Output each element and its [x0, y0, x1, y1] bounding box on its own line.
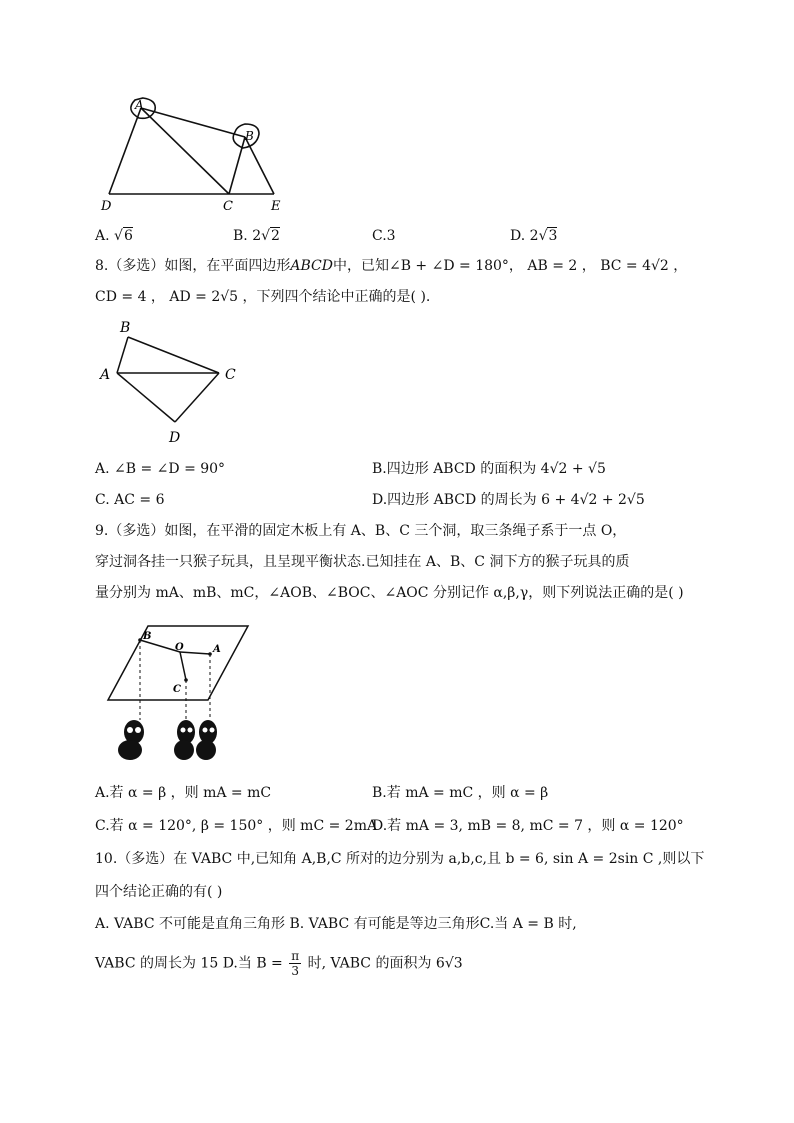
q8-label-b: B — [120, 320, 131, 336]
q7-label-b: B — [245, 129, 254, 143]
q10-stem-line1: 10.（多选）在 VABC 中,已知角 A,B,C 所对的边分别为 a,b,c,且 b = 6, sin A = 2sin C ,则以下 — [95, 851, 705, 867]
monkey-toy-icon — [196, 720, 217, 760]
q9-option-b: B.若 mA = mC ，则 α = β — [372, 785, 549, 801]
q9-stem-line2: 穿过洞各挂一只猴子玩具，且呈现平衡状态.已知挂在 A、B、C 洞下方的猴子玩具的质 — [95, 554, 630, 570]
q7-label-a: A — [135, 98, 144, 112]
q7-option-c: C.3 — [372, 228, 396, 244]
q8-option-b: B.四边形 ABCD 的面积为 4√2 + √5 — [372, 461, 606, 477]
q7-option-d: D. 2√3 — [510, 228, 558, 244]
q9-label-b: B — [143, 631, 152, 642]
q9-label-o: O — [175, 642, 184, 653]
q8-label-a: A — [100, 367, 111, 383]
q9-figure — [100, 620, 260, 770]
q9-label-c: C — [173, 684, 181, 695]
q8-stem-line1: 8.（多选）如图，在平面四边形ABCD中，已知∠B + ∠D = 180°， AB = 2 ， BC = 4√2 ， — [95, 258, 688, 274]
q10-stem-line2: 四个结论正确的有( ) — [95, 884, 223, 900]
q8-label-c: C — [225, 367, 236, 383]
fraction: $\frac{\pi}{3}$ — [291, 949, 300, 978]
q9-label-a: A — [213, 644, 221, 655]
q7-label-e: E — [271, 199, 281, 214]
q7-option-b: B. 2√2 — [233, 228, 280, 244]
q10-options-line2: VABC 的周长为 15 D.当 B = $\frac{\pi}{3}$ 时, VABC 的面积为 6√3 — [95, 949, 463, 978]
q9-stem-line3: 量分别为 mA、mB、mC，∠AOB、∠BOC、∠AOC 分别记作 α,β,γ，则下列说法正确的是( ) — [95, 585, 684, 601]
q8-stem-line2: CD = 4 ， AD = 2√5 ，下列四个结论中正确的是( ). — [95, 289, 431, 305]
q8-option-a: A. ∠B = ∠D = 90° — [95, 461, 226, 477]
q8-figure — [95, 315, 245, 450]
q7-label-d: D — [101, 199, 112, 214]
q9-option-c: C.若 α = 120°, β = 150° ，则 mC = 2mA — [95, 818, 378, 834]
q7-option-a: A. √6 — [95, 228, 133, 244]
q9-option-d: D.若 mA = 3, mB = 8, mC = 7 ，则 α = 120° — [372, 818, 684, 834]
q9-stem-line1: 9.（多选）如图，在平滑的固定木板上有 A、B、C 三个洞，取三条绳子系于一点 O， — [95, 523, 627, 539]
q8-label-d: D — [169, 430, 181, 446]
q10-options-line1: A. VABC 不可能是直角三角形 B. VABC 有可能是等边三角形C.当 A = B 时, — [95, 916, 577, 932]
monkey-toy-icon — [118, 720, 144, 760]
q8-option-d: D.四边形 ABCD 的周长为 6 + 4√2 + 2√5 — [372, 492, 645, 508]
q7-figure — [95, 90, 295, 215]
q8-option-c: C. AC = 6 — [95, 492, 165, 508]
q9-option-a: A.若 α = β ，则 mA = mC — [95, 785, 272, 801]
q7-label-c: C — [223, 199, 233, 214]
monkey-toy-icon — [174, 720, 195, 760]
